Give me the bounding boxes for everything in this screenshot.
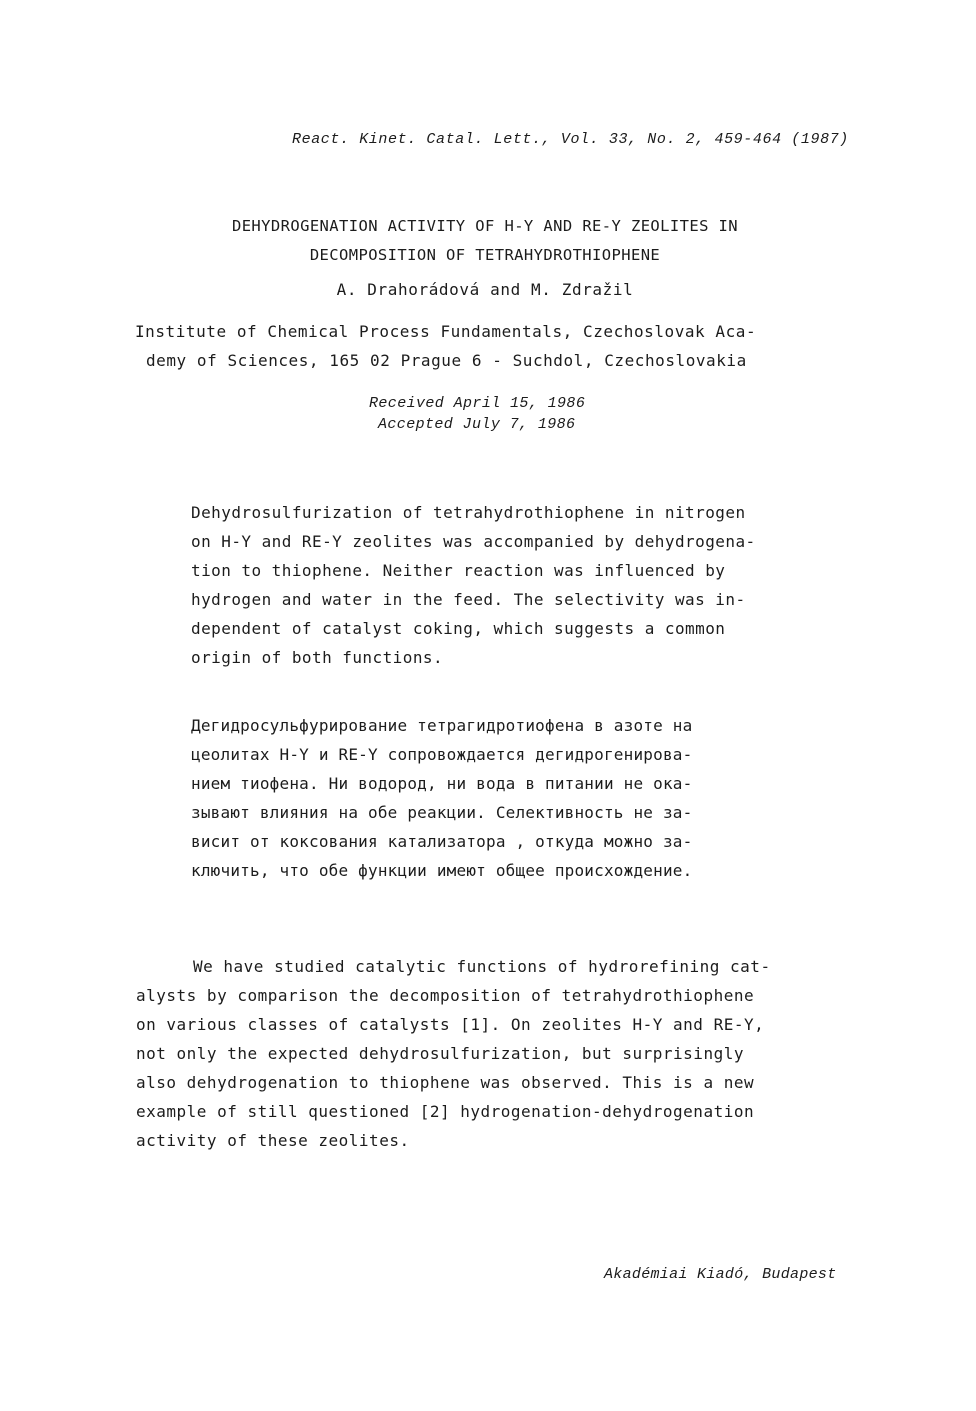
abstract-line: зывают влияния на обе реакции. Селективность не за- [191,803,693,822]
abstract-line: Дегидросульфурирование тетрагидротиофена в азоте на [191,716,693,735]
accepted-date: Accepted July 7, 1986 [378,416,576,433]
dates [369,393,669,435]
body-line: also dehydrogenation to thiophene was observed. This is a new [136,1073,755,1092]
abstract-line: Dehydrosulfurization of tetrahydrothiophene in nitrogen [191,503,746,522]
received-date: Received April 15, 1986 [369,395,586,412]
body-line: activity of these zeolites. [136,1131,410,1150]
body-line: on various classes of catalysts [1]. On zeolites H-Y and RE-Y, [136,1015,765,1034]
article-title [120,212,850,270]
title-line: DEHYDROGENATION ACTIVITY OF H-Y AND RE-Y ZEOLITES IN [231,217,739,235]
publisher-imprint: Akadémiai Kiadó, Budapest [604,1266,837,1283]
title-line: DECOMPOSITION OF TETRAHYDROTHIOPHENE [309,246,661,264]
affiliation-line: demy of Sciences, 165 02 Prague 6 - Suchdol, Czechoslovakia [146,351,747,370]
journal-reference: React. Kinet. Catal. Lett., Vol. 33, No. 2, 459-464 (1987) [292,131,849,148]
abstract-line: tion to thiophene. Neither reaction was influenced by [191,561,726,580]
abstract-line: нием тиофена. Ни водород, ни вода в питании не ока- [191,774,693,793]
affiliation-line: Institute of Chemical Process Fundamentals, Czechoslovak Aca- [135,322,757,341]
body-line: not only the expected dehydrosulfurization, but surprisingly [136,1044,744,1063]
body-line: alysts by comparison the decomposition of tetrahydrothiophene [136,986,755,1005]
affiliation [135,317,855,375]
authors: A. Drahorádová and M. Zdražil [336,280,634,299]
abstract-russian [191,711,841,885]
abstract-line: hydrogen and water in the feed. The selectivity was in- [191,590,746,609]
abstract-line: ключить, что обе функции имеют общее происхождение. [191,861,693,880]
introduction-paragraph [136,952,856,1155]
abstract-english [191,498,841,672]
abstract-line: цеолитах H-Y и RE-Y сопровождается дегидрогенирова- [191,745,693,764]
body-line: example of still questioned [2] hydrogenation-dehydrogenation [136,1102,755,1121]
body-line: We have studied catalytic functions of hydrorefining cat- [193,957,771,976]
abstract-line: dependent of catalyst coking, which suggests a common [191,619,726,638]
abstract-line: висит от коксования катализатора , откуда можно за- [191,832,693,851]
abstract-line: origin of both functions. [191,648,444,667]
abstract-line: on H-Y and RE-Y zeolites was accompanied by dehydrogena- [191,532,756,551]
